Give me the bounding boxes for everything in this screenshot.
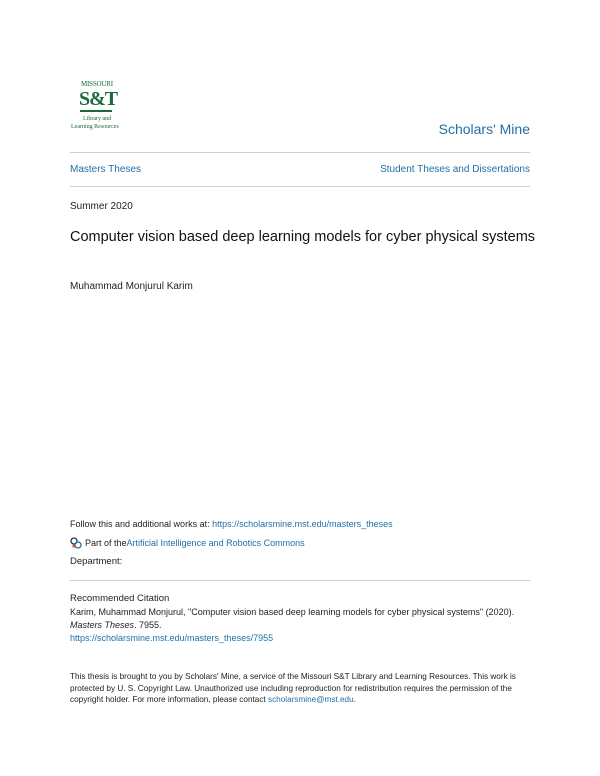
- logo-bar: [80, 110, 112, 112]
- publication-season: Summer 2020: [70, 201, 133, 212]
- citation-after: . 7955.: [134, 620, 162, 630]
- citation-link[interactable]: https://scholarsmine.mst.edu/masters_theses/7955: [70, 633, 274, 643]
- repository-link[interactable]: Scholars' Mine: [438, 121, 530, 137]
- notice-text: This thesis is brought to you by Scholars' Mine, a service of the Missouri S&T Library and Learning Resources. This work is protected by U. S. Copyright Law. Unauthorized use including reproduction for redistribution requires the permission of the copyright holder. For more information, please contact: [70, 672, 516, 704]
- part-of-prefix: Part of the: [85, 538, 127, 548]
- logo-line-3: Library and: [83, 116, 112, 122]
- masters-theses-link[interactable]: Masters Theses: [70, 164, 141, 175]
- document-title: Computer vision based deep learning models for cyber physical systems: [70, 229, 536, 245]
- department-label: Department:: [70, 556, 123, 567]
- contact-email-link[interactable]: scholarsmine@mst.edu: [267, 695, 354, 704]
- missouri-st-logo: [71, 80, 125, 138]
- network-commons-icon: [70, 537, 82, 549]
- citation-text: [70, 606, 540, 645]
- divider-nav: [70, 186, 530, 187]
- logo-line-2: S&T: [79, 88, 118, 110]
- citation-journal: Masters Theses: [70, 620, 135, 630]
- follow-link[interactable]: https://scholarsmine.mst.edu/masters_theses: [212, 519, 393, 529]
- divider-top: [70, 152, 530, 153]
- document-author: Muhammad Monjurul Karim: [70, 281, 193, 292]
- part-of-line: [70, 537, 305, 549]
- citation-before: Karim, Muhammad Monjurul, "Computer vision based deep learning models for cyber physical systems" (2020).: [70, 607, 515, 617]
- follow-line: [70, 519, 393, 529]
- divider-citation: [70, 580, 530, 581]
- recommended-citation-heading: Recommended Citation: [70, 593, 170, 604]
- copyright-notice: [70, 671, 540, 706]
- logo-line-1: MISSOURI: [81, 80, 113, 88]
- student-theses-link[interactable]: Student Theses and Dissertations: [380, 164, 530, 175]
- logo-line-4: Learning Resources: [71, 124, 119, 130]
- notice-end: .: [353, 695, 356, 704]
- follow-prefix: Follow this and additional works at:: [70, 519, 213, 529]
- commons-link[interactable]: Artificial Intelligence and Robotics Commons: [126, 538, 305, 548]
